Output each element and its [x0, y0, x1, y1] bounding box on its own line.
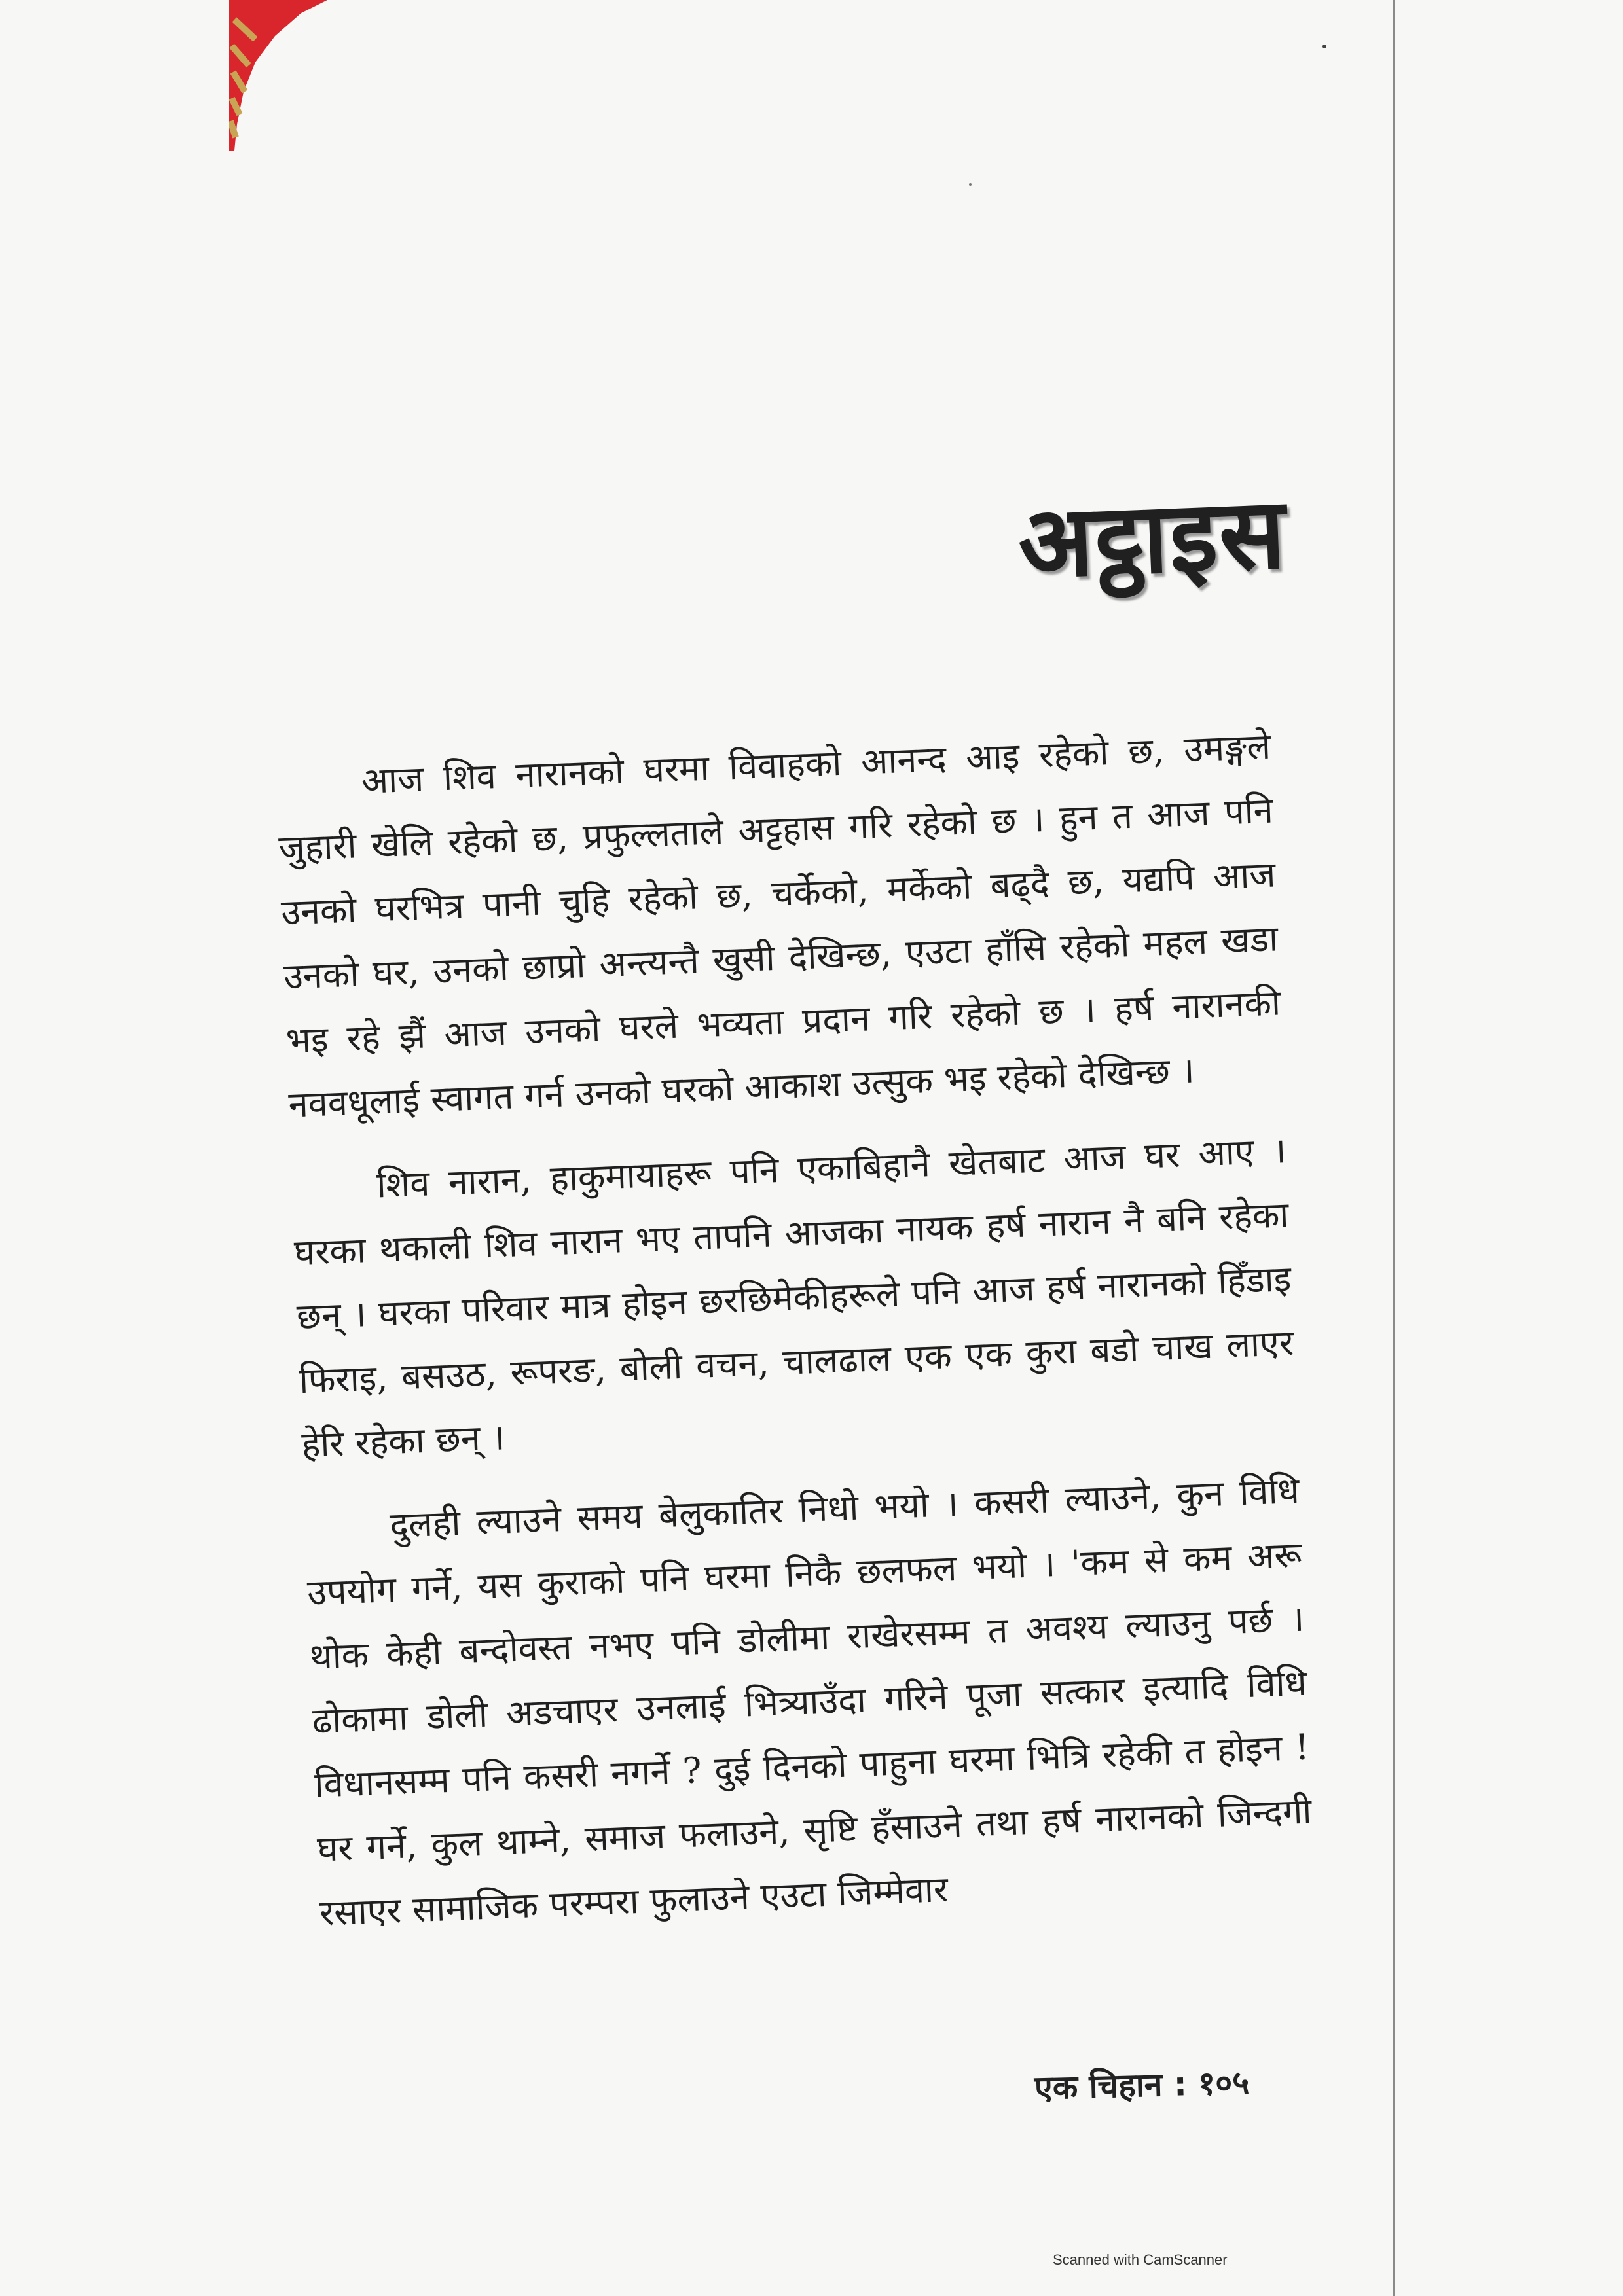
paragraph: दुलही ल्याउने समय बेलुकातिर निधो भयो । कसरी ल्याउने, कुन विधि उपयोग गर्ने, यस कुराको पनि घरमा निकै छलफल भयो । 'कम से कम अरू थोक केही बन्दोवस्त नभए पनि डोलीमा राखेरसम्म त अवश्य ल्याउनु पर्छ । ढोकामा डोली अडचाएर उनलाई भित्र्याउँदा गरिने पूजा सत्कार इत्यादि विधि विधानसम्म पनि कसरी नगर्ने ? दुई दिनको पाहुना घरमा भित्रि रहेकी त होइन ! घर गर्ने, कुल थाम्ने, समाज फलाउने, सृष्टि हँसाउने तथा हर्ष नारानको जिन्दगी रसाएर सामाजिक परम्परा फुलाउने एउटा जिम्मेवार — [306, 1469, 1313, 1934]
scanner-watermark: Scanned with CamScanner — [1053, 2251, 1228, 2268]
page-edge-line — [1393, 0, 1395, 2296]
paragraph: आज शिव नारानको घरमा विवाहको आनन्द आइ रहेको छ, उमङ्गले जुहारी खेलि रहेको छ, प्रफुल्लताले अट्टहास गरि रहेको छ । हुन त आज पनि उनको घरभित्र पानी चुहि रहेको छ, चर्केको, मर्केको बढ्दै छ, यद्यपि आज उनको घर, उनको छाप्रो अन्त्यन्तै खुसी देखिन्छ, एउटा हाँसि रहेको महल खडा भइ रहे झैं आज उनको घरले भव्यता प्रदान गरि रहेको छ । हर्ष नारानकी नववधूलाई स्वागत गर्न उनको घरको आकाश उत्सुक भइ रहेको देखिन्छ । — [278, 725, 1281, 1126]
dust-speck — [1322, 45, 1326, 48]
chapter-title: अट्ठाइस — [1016, 476, 1289, 601]
torn-red-cover-corner — [229, 0, 327, 151]
paragraph: शिव नारान, हाकुमायाहरू पनि एकाबिहानै खेतबाट आज घर आए । घरका थकाली शिव नारान भए तापनि आजका नायक हर्ष नारान नै बनि रहेका छन् । घरका परिवार मात्र होइन छरछिमेकीहरूले पनि आज हर्ष नारानको हिँडाइ फिराइ, बसउठ, रूपरङ, बोली वचन, चालढाल एक एक कुरा बडो चाख लाएर हेरि रहेका छन् । — [293, 1130, 1294, 1466]
dust-speck — [969, 183, 972, 186]
running-footer: एक चिहान : १०५ — [1034, 2063, 1250, 2108]
body-text — [275, 715, 1316, 1965]
